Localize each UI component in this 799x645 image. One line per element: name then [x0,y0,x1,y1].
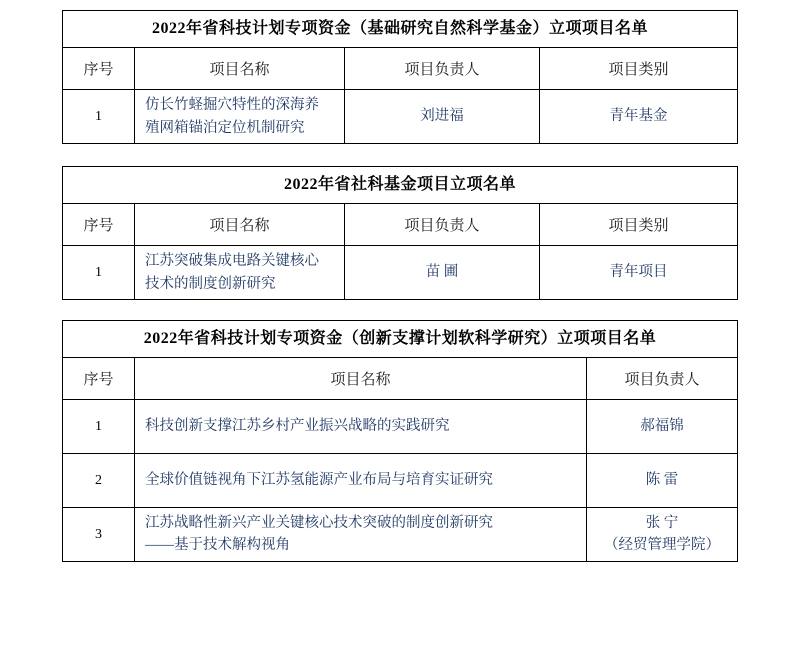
leader-line-1: 郝福锦 [640,418,684,435]
top-spacer [62,0,737,10]
section-3 [62,320,737,562]
cell-project-name [135,246,345,300]
cell-no: 1 [63,246,135,300]
table-row [63,246,738,300]
section-gap-1 [62,144,737,166]
table-title-row [63,11,738,48]
table-header-row [63,204,738,246]
table-header-row [63,358,738,400]
leader-line-1: 陈 雷 [645,472,679,489]
column-header-project-name: 项目名称 [135,358,587,400]
table-row [63,400,738,454]
section-2 [62,166,737,300]
section-3-table [62,320,738,562]
cell-project-name [135,90,345,144]
cell-category: 青年基金 [540,90,738,144]
cell-no: 1 [63,90,135,144]
table-row [63,90,738,144]
cell-no: 2 [63,454,135,508]
project-name-line-1: 仿长竹蛏掘穴特性的深海养 [145,97,319,114]
leader-line-1: 张 宁 [645,514,679,531]
section-gap-2 [62,300,737,320]
project-name-line-2: 殖网箱锚泊定位机制研究 [145,119,305,136]
cell-project-name [135,508,587,562]
column-header-project-name: 项目名称 [135,204,345,246]
section-1-table [62,10,738,144]
section-title: 2022年省科技计划专项资金（基础研究自然科学基金）立项项目名单 [63,11,738,48]
table-row [63,508,738,562]
cell-category: 青年项目 [540,246,738,300]
project-name-line-1: 江苏战略性新兴产业关键核心技术突破的制度创新研究 [145,514,493,531]
leader-line-2: （经贸管理学院） [604,536,720,553]
cell-project-name [135,400,587,454]
column-header-category: 项目类别 [540,204,738,246]
table-title-row [63,321,738,358]
cell-leader [587,454,738,508]
section-2-table [62,166,738,300]
column-header-leader: 项目负责人 [345,204,540,246]
project-name-line-2: 技术的制度创新研究 [145,275,276,292]
table-header-row [63,48,738,90]
project-name-line-1: 江苏突破集成电路关键核心 [145,253,319,270]
cell-leader: 刘进福 [345,90,540,144]
project-name-line-2: ——基于技术解构视角 [145,536,290,553]
cell-project-name [135,454,587,508]
section-title: 2022年省社科基金项目立项名单 [63,167,738,204]
column-header-leader: 项目负责人 [587,358,738,400]
column-header-no: 序号 [63,204,135,246]
cell-leader [587,400,738,454]
column-header-no: 序号 [63,48,135,90]
cell-no: 1 [63,400,135,454]
cell-leader [587,508,738,562]
cell-no: 3 [63,508,135,562]
column-header-project-name: 项目名称 [135,48,345,90]
table-title-row [63,167,738,204]
table-row [63,454,738,508]
project-name-line-1: 科技创新支撑江苏乡村产业振兴战略的实践研究 [145,418,450,435]
cell-leader: 苗 圃 [345,246,540,300]
column-header-leader: 项目负责人 [345,48,540,90]
column-header-no: 序号 [63,358,135,400]
section-1 [62,10,737,144]
project-name-line-1: 全球价值链视角下江苏氢能源产业布局与培育实证研究 [145,472,493,489]
column-header-category: 项目类别 [540,48,738,90]
section-title: 2022年省科技计划专项资金（创新支撑计划软科学研究）立项项目名单 [63,321,738,358]
